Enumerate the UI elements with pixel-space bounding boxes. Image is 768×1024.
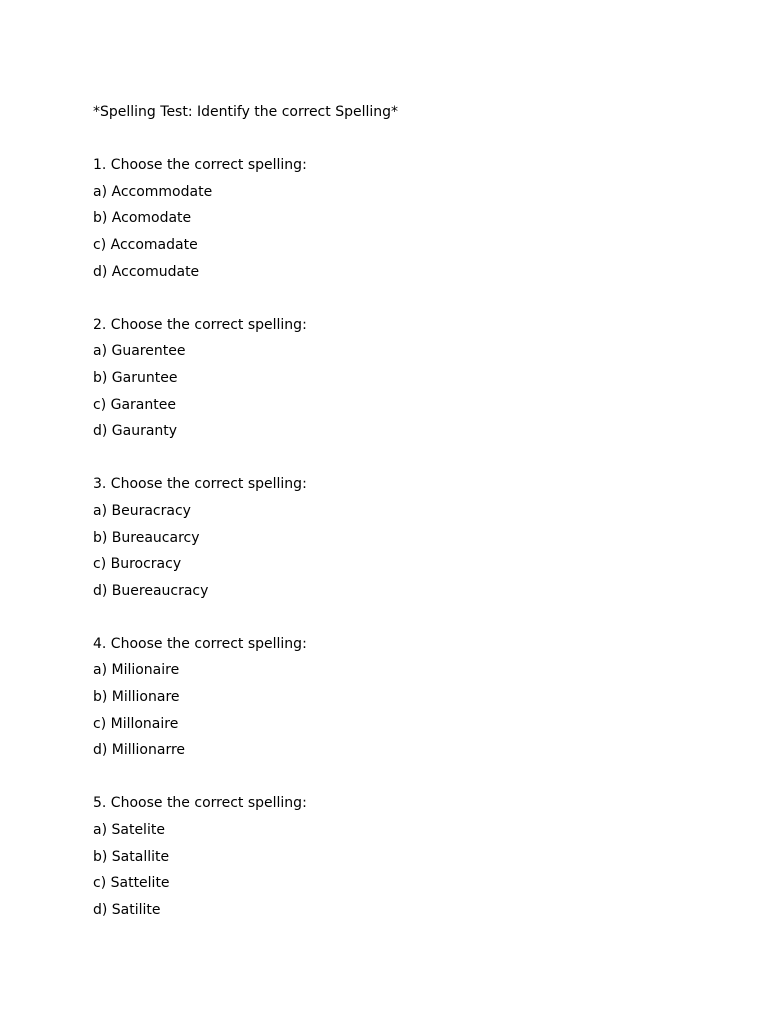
spacer: [93, 126, 713, 153]
answer-option: b) Satallite: [93, 848, 170, 865]
document-page: [93, 99, 713, 923]
answer-option: b) Garuntee: [93, 369, 178, 386]
spacer: [93, 604, 713, 631]
question-prompt: 4. Choose the correct spelling:: [93, 635, 307, 652]
answer-option: c) Sattelite: [93, 875, 170, 892]
answer-option: b) Acomodate: [93, 210, 192, 227]
answer-option: a) Milionaire: [93, 662, 180, 679]
question-2: [93, 312, 713, 445]
answer-option: d) Buereaucracy: [93, 582, 209, 599]
document-title: *Spelling Test: Identify the correct Spelling*: [93, 104, 399, 120]
answer-option: c) Accomadate: [93, 236, 198, 253]
question-prompt: 3. Choose the correct spelling:: [93, 476, 307, 493]
spacer: [93, 445, 713, 472]
question-prompt: 1. Choose the correct spelling:: [93, 157, 307, 174]
answer-option: d) Millionarre: [93, 742, 186, 759]
answer-option: c) Millonaire: [93, 715, 179, 732]
answer-option: a) Beuracracy: [93, 502, 191, 519]
answer-option: d) Accomudate: [93, 263, 200, 280]
answer-option: a) Guarentee: [93, 343, 186, 360]
question-5: [93, 790, 713, 923]
answer-option: b) Millionare: [93, 689, 180, 706]
question-4: [93, 631, 713, 764]
question-1: [93, 152, 713, 285]
answer-option: a) Satelite: [93, 822, 165, 839]
answer-option: c) Burocracy: [93, 556, 182, 573]
question-prompt: 5. Choose the correct spelling:: [93, 795, 307, 812]
question-3: [93, 471, 713, 604]
answer-option: c) Garantee: [93, 396, 176, 413]
spacer: [93, 285, 713, 312]
answer-option: d) Gauranty: [93, 423, 178, 440]
answer-option: d) Satilite: [93, 901, 161, 918]
spacer: [93, 764, 713, 791]
answer-option: b) Bureaucarcy: [93, 529, 200, 546]
question-prompt: 2. Choose the correct spelling:: [93, 316, 307, 333]
answer-option: a) Accommodate: [93, 183, 213, 200]
